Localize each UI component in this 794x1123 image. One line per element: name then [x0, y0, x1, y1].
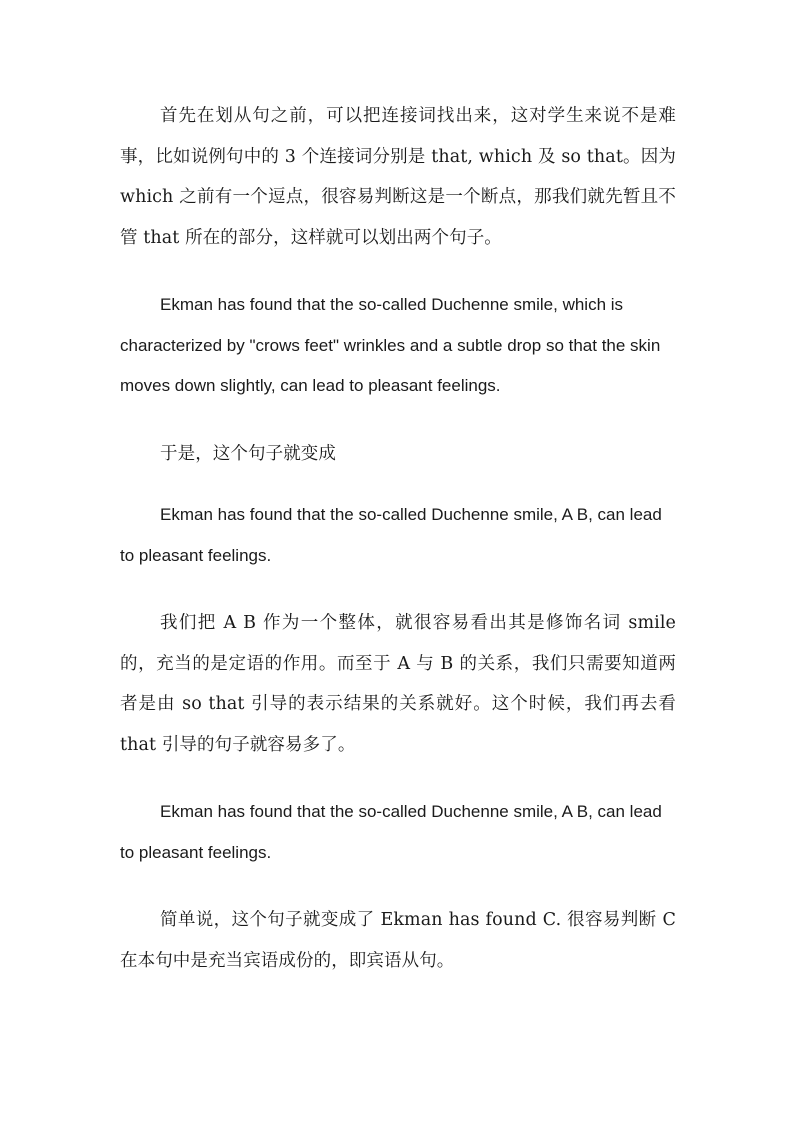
paragraph-transition: 于是，这个句子就变成	[160, 443, 336, 464]
paragraph-conclusion: 简单说，这个句子就变成了 Ekman has found C. 很容易判断 C 在本句中是充当宾语成份的，即宾语从句。	[120, 910, 676, 971]
paragraph-simplified-sentence-2: Ekman has found that the so-called Duchenne smile, A B, can lead to pleasant feelings.	[120, 802, 662, 862]
paragraph-simplified-sentence-1: Ekman has found that the so-called Duchenne smile, A B, can lead to pleasant feelings.	[120, 505, 662, 565]
paragraph-example-sentence: Ekman has found that the so-called Duchenne smile, which is characterized by "crows feet" wrinkles and a subtle drop so that the skin moves down slightly, can lead to pleasant feelings.	[120, 295, 661, 395]
paragraph-ab-explanation: 我们把 A B 作为一个整体，就很容易看出其是修饰名词 smile 的，充当的是定语的作用。而至于 A 与 B 的关系，我们只需要知道两者是由 so that 引导的表示结果的关系就好。这个时候，我们再去看 that 引导的句子就容易多了。	[120, 613, 676, 755]
document-page	[120, 96, 676, 981]
paragraph-clause-intro: 首先在划从句之前，可以把连接词找出来，这对学生来说不是难事，比如说例句中的 3 个连接词分别是 that, which 及 so that。因为 which 之前有一个逗点，很容易判断这是一个断点，那我们就先暂且不管 that 所在的部分，这样就可以划出两个句子。	[120, 106, 676, 248]
